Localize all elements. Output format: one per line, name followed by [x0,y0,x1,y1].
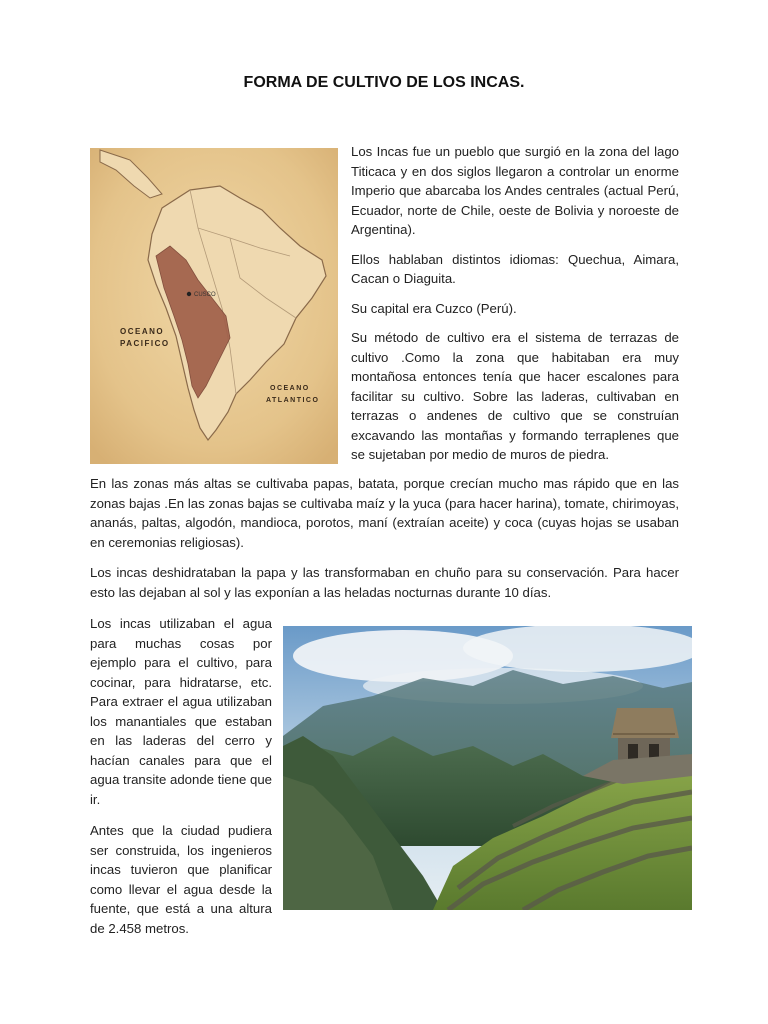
terraces-illustration [283,626,692,910]
map-illustration [90,148,338,464]
paragraph-chuno: Los incas deshidrataban la papa y las transformaban en chuño para su conservación. Para hacer esto las dejaban al sol y las exponían a las heladas nocturnas durante 10 días. [90,565,679,600]
water-column [90,614,272,950]
intro-column [351,142,679,475]
paragraph-water-use: Los incas utilizaban el agua para muchas cosas por ejemplo para el cultivo, para cocinar, para hidratarse, etc. Para extraer el agua utilizaban los manantiales que estaban en las laderas del cerro y hacían canales para que el agua transite adonde tiene que ir. [90,616,272,807]
paragraph-terraces: Su método de cultivo era el sistema de terrazas de cultivo .Como la zona que habitaban era muy montañosa entonces tenía que hacer escalones para facilitar su cultivo. Sobre las laderas, cultivaban en terrazas o andenes de cultivo que se construían excavando las montañas y formando terraplenes que se sujetaban por medio de muros de piedra. [351,330,679,462]
cusco-label: CUSCO [194,292,216,298]
paragraph-crops: En las zonas más altas se cultivaba papas, batata, porque crecían mucho mas rápido que en las zonas bajas .En las zonas bajas se cultivaba maíz y la yuca (para hacer harina), tomate, chirimoyas, ananás, paltas, algodón, mandioca, porotos, maní (extraían aceite) y coca (cuyas hojas se usaban en ceremonias religiosas). [90,476,679,550]
paragraph-capital: Su capital era Cuzco (Perú). [351,300,517,316]
paragraph-engineers: Antes que la ciudad pudiera ser construida, los ingenieros incas tuvieron que planificar como llevar el agua desde la fuente, que está a una altura de 2.458 metros. [90,823,272,936]
page-title: FORMA DE CULTIVO DE LOS INCAS. [243,74,525,91]
pacific-label-line1: OCEANO [120,327,165,336]
paragraph-languages: Ellos hablaban distintos idiomas: Quechua, Aimara, Cacan o Diaguita. [351,251,679,286]
cusco-marker [187,292,191,296]
pacific-label-line2: PACIFICO [120,339,170,348]
machu-picchu-photo [283,626,692,910]
atlantic-label-line1: OCEANO [270,385,310,392]
south-america-map [90,148,338,464]
paragraph-origin: Los Incas fue un pueblo que surgió en la zona del lago Titicaca y en dos siglos llegaron a controlar un enorme Imperio que abarcaba los Andes centrales (actual Perú, Ecuador, norte de Chile, oeste de Bolivia y noroeste de Argentina). [351,144,679,237]
atlantic-label-line2: ATLANTICO [266,397,320,404]
chuno-section [90,563,679,602]
crops-section [90,474,679,552]
